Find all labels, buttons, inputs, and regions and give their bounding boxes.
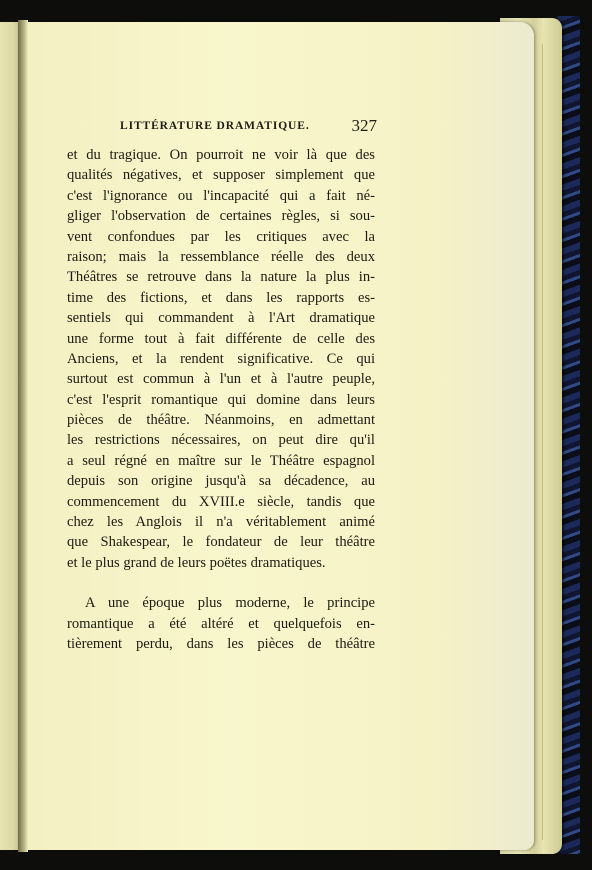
text-line: gliger l'observation de certaines règles, si sou- — [67, 208, 375, 225]
text-line: a seul régné en maître sur le Théâtre espagnol — [67, 452, 375, 469]
text-line: chez les Anglois il n'a véritablement animé — [67, 514, 375, 531]
page-header — [120, 118, 376, 138]
paragraph — [67, 145, 375, 573]
text-line: Théâtres se retrouve dans la nature la plus in- — [67, 269, 375, 286]
text-line: c'est l'esprit romantique qui domine dans leurs — [67, 391, 375, 408]
text-line: romantique a été altéré et quelquefois en- — [67, 615, 375, 632]
text-line: Anciens, et la rendent significative. Ce qui — [67, 350, 375, 367]
text-line: raison; mais la ressemblance réelle des deux — [67, 248, 375, 265]
paragraph — [67, 593, 375, 654]
text-line: c'est l'ignorance ou l'incapacité qui a fait né- — [67, 187, 375, 204]
text-line: depuis son origine jusqu'à sa décadence, au — [67, 473, 375, 490]
text-line: tièrement perdu, dans les pièces de théâtre — [67, 635, 375, 652]
text-line: les restrictions nécessaires, on peut dire qu'il — [67, 432, 375, 449]
text-line: vent confondues par les critiques avec la — [67, 228, 375, 245]
text-line: time des fictions, et dans les rapports es- — [67, 289, 375, 306]
running-head: LITTÉRATURE DRAMATIQUE. — [120, 120, 310, 132]
page-body — [67, 145, 375, 654]
text-line: sentiels qui commandent à l'Art dramatique — [67, 310, 375, 327]
text-line: surtout est commun à l'un et à l'autre peuple, — [67, 371, 375, 388]
text-line: qualités négatives, et supposer simplement que — [67, 167, 375, 184]
text-line: A une époque plus moderne, le principe — [85, 595, 375, 612]
page-number: 327 — [351, 116, 377, 135]
text-line: que Shakespear, le fondateur de leur théâtre — [67, 534, 375, 551]
text-line: commencement du XVIII.e siècle, tandis que — [67, 493, 375, 510]
text-line: une forme tout à fait différente de celle des — [67, 330, 375, 347]
binding-gutter — [18, 20, 28, 852]
text-line: et le plus grand de leurs poëtes dramatiques. — [67, 554, 326, 571]
text-line: et du tragique. On pourroit ne voir là que des — [67, 147, 375, 163]
text-line: pièces de théâtre. Néanmoins, en admettant — [67, 412, 375, 429]
